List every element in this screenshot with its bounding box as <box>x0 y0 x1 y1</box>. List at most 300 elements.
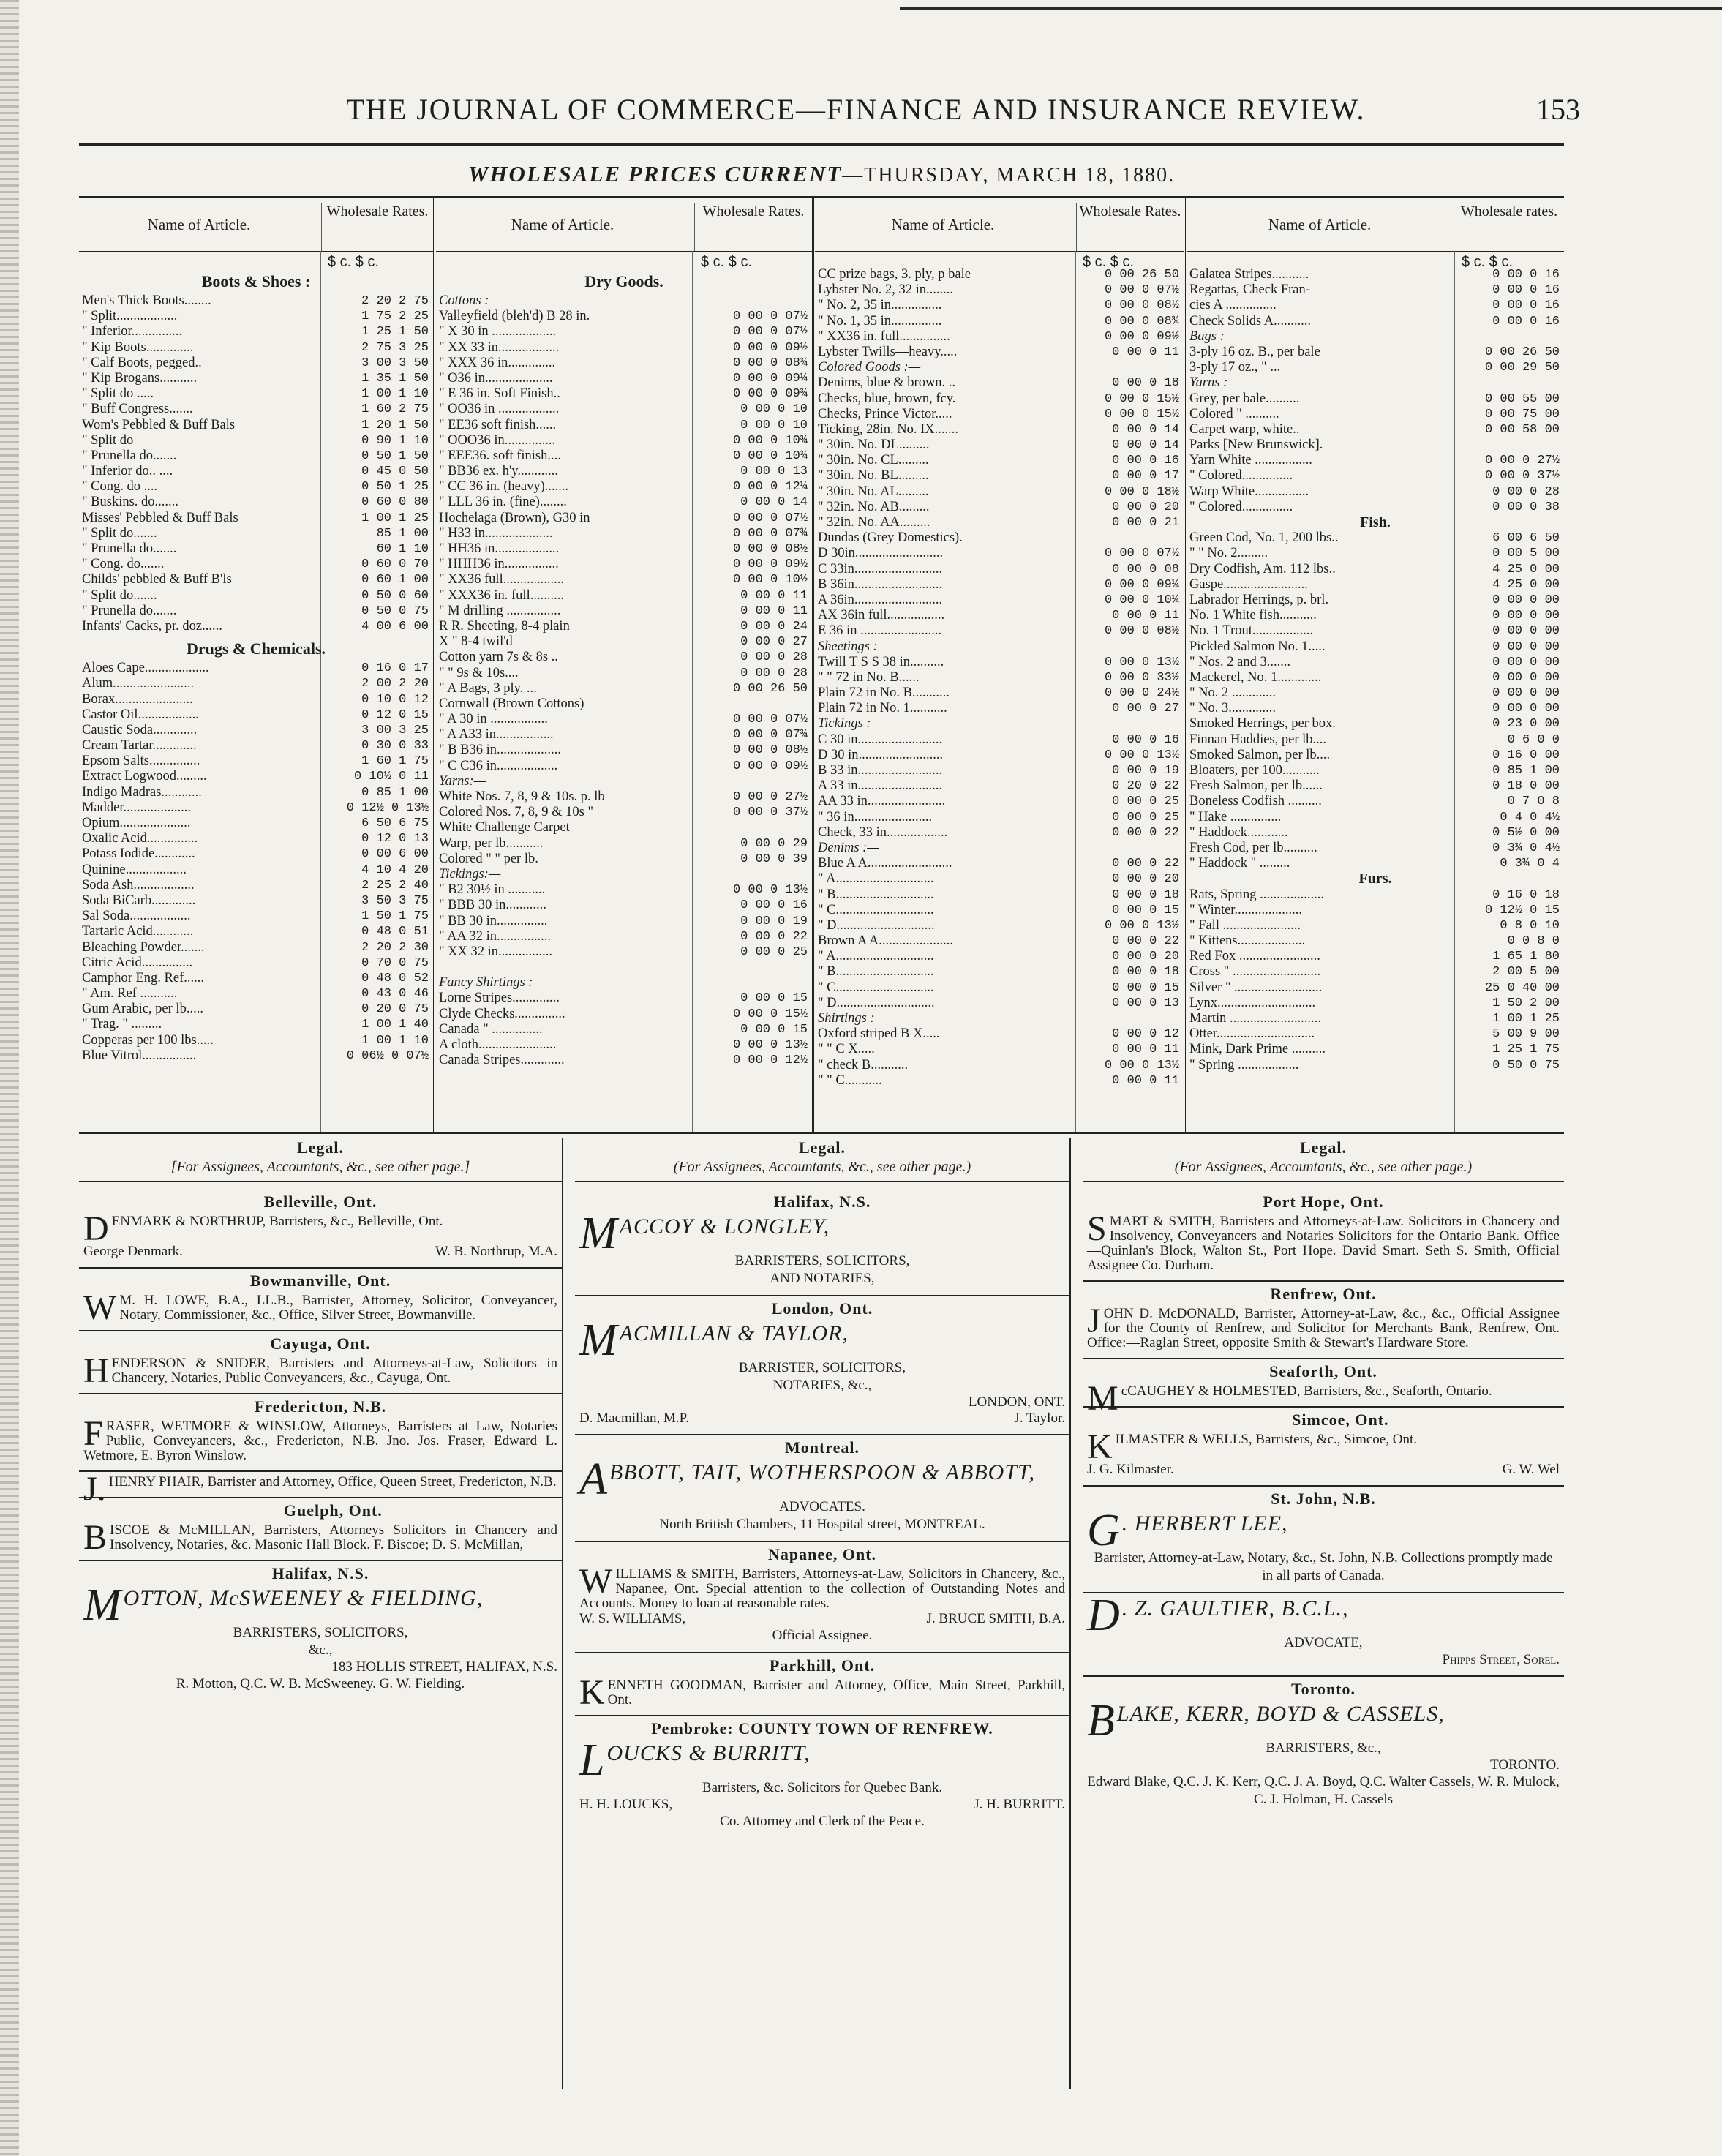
article-rate: 0 00 0 12½ <box>732 1053 808 1068</box>
price-row <box>439 836 809 852</box>
price-row <box>818 298 1181 313</box>
price-row <box>818 996 1181 1011</box>
firm-rest: . Z. GAULTIER, B.C.L., <box>1121 1596 1349 1620</box>
price-row <box>1189 856 1561 871</box>
article-rate: 0 00 0 20 <box>1112 500 1179 514</box>
price-row <box>439 448 809 464</box>
article-name: " Inferior............... <box>82 324 183 339</box>
article-name: " A 30 in ................. <box>439 712 548 727</box>
legal-card <box>1083 1190 1564 1282</box>
article-rate: 0 00 0 22 <box>1112 857 1179 871</box>
article-rate: 0 00 0 38 <box>1492 500 1560 514</box>
price-row <box>439 929 809 944</box>
article-rate: 0 00 0 07¾ <box>732 728 808 743</box>
article-rate: 0 70 0 75 <box>361 955 429 970</box>
price-row <box>439 743 809 758</box>
article-rate: 4 25 0 00 <box>1492 562 1560 576</box>
legal-card <box>1083 1487 1564 1593</box>
article-name: " BB 30 in............... <box>439 913 548 928</box>
article-rate: 0 12 0 15 <box>361 707 429 722</box>
article-rate: 0 00 0 14 <box>1112 422 1179 437</box>
article-name: Red Fox ........................ <box>1189 949 1320 964</box>
article-rate: 60 1 10 <box>376 542 429 556</box>
article-name: Misses' Pebbled & Buff Bals <box>82 510 238 525</box>
card-text <box>83 1470 557 1509</box>
price-row <box>439 650 809 665</box>
legal-card <box>1083 1677 1564 1816</box>
article-rate: 0 00 0 13½ <box>1104 748 1179 762</box>
article-name: Parks [New Brunswick]. <box>1189 437 1323 453</box>
price-row <box>439 898 809 913</box>
article-name: Fresh Salmon, per lb...... <box>1189 778 1323 794</box>
article-name: Bleaching Powder....... <box>82 939 205 955</box>
article-rate: 6 00 6 50 <box>1492 531 1560 546</box>
article-name: " Split.................. <box>82 309 178 324</box>
price-row <box>818 841 1181 856</box>
legal-subheading: (For Assignees, Accountants, &c., see other page.) <box>1083 1159 1564 1182</box>
price-row <box>82 464 430 479</box>
price-row <box>818 623 1181 639</box>
article-name: Martin ........................... <box>1189 1011 1321 1026</box>
top-rule <box>900 7 1722 10</box>
price-row <box>1189 825 1561 841</box>
legal-card <box>79 1190 562 1269</box>
price-row <box>818 314 1181 329</box>
article-rate: 1 00 1 40 <box>361 1018 429 1032</box>
article-rate: 0 5½ 0 00 <box>1492 825 1560 840</box>
price-row <box>439 727 809 743</box>
article-name: Opium..................... <box>82 816 191 830</box>
card-text <box>1087 1379 1560 1418</box>
article-name: Fancy Shirtings :— <box>439 975 545 991</box>
article-rate: 0 00 0 29 <box>740 836 808 851</box>
article-rate: 0 00 0 08 <box>1112 562 1179 576</box>
price-row <box>1189 1011 1561 1026</box>
article-rate: 0 00 0 09½ <box>732 340 808 355</box>
article-rate: 0 00 0 00 <box>1492 702 1560 716</box>
legal-cards <box>575 1190 1069 1838</box>
price-row <box>439 557 809 572</box>
price-row <box>1189 686 1561 701</box>
article-name: Lybster Twills—heavy..... <box>818 344 958 359</box>
article-name: " OOO36 in............... <box>439 432 556 448</box>
article-rate: 0 00 0 16 <box>1492 268 1560 282</box>
firm-initial: B <box>1087 1696 1116 1746</box>
article-rate: 0 00 0 21 <box>1112 516 1179 530</box>
firm-initial: G <box>1087 1506 1121 1555</box>
article-rate: 0 00 0 22 <box>1112 825 1179 840</box>
price-row <box>818 887 1181 903</box>
article-name: Alum........................ <box>82 676 195 691</box>
article-name: No. 1 Trout.................. <box>1189 623 1314 639</box>
article-rate: 0 30 0 33 <box>361 739 429 754</box>
article-rate: 0 00 0 00 <box>1492 609 1560 623</box>
price-row <box>82 433 430 448</box>
price-rows <box>818 267 1181 1089</box>
article-rate: 0 00 0 08¾ <box>732 356 808 370</box>
price-row <box>439 526 809 541</box>
article-name: Warp, per lb........... <box>439 835 544 851</box>
price-row <box>1189 980 1561 996</box>
price-row <box>818 437 1181 453</box>
article-rate: 1 60 2 75 <box>361 402 429 417</box>
article-rate: 1 50 2 00 <box>1492 996 1560 1010</box>
article-name: " Hake ............... <box>1189 809 1282 825</box>
article-rate: 0 3¾ 0 4½ <box>1492 841 1560 855</box>
price-row <box>818 500 1181 515</box>
firm-initial: M <box>83 1580 122 1630</box>
price-row <box>439 914 809 929</box>
firm-rest: ACMILLAN & TAYLOR, <box>619 1321 849 1345</box>
price-row <box>1189 530 1561 546</box>
price-row <box>439 309 809 324</box>
article-name: Men's Thick Boots........ <box>82 293 211 308</box>
firm-rest: . HERBERT LEE, <box>1121 1511 1288 1536</box>
article-rate: 0 00 0 20 <box>1112 950 1179 964</box>
article-rate: 0 00 0 19 <box>740 914 808 928</box>
article-name: " 32in. No. AB......... <box>818 499 930 514</box>
article-rate: 4 25 0 00 <box>1492 577 1560 592</box>
article-rate: 25 0 40 00 <box>1484 980 1560 995</box>
price-row <box>439 759 809 774</box>
article-name: " 30in. No. DL......... <box>818 437 930 453</box>
article-name: " Haddock............ <box>1189 825 1288 840</box>
article-name: " XX 32 in................ <box>439 944 553 959</box>
article-name: " " C........... <box>818 1073 882 1088</box>
article-rate: 0 00 0 14 <box>1112 438 1179 453</box>
article-rate: 0 00 0 08½ <box>732 743 808 758</box>
article-name: Epsom Salts............... <box>82 754 200 769</box>
article-name: " 30in. No. AL......... <box>818 484 929 499</box>
prices-title-main: WHOLESALE PRICES CURRENT <box>467 161 843 187</box>
article-name: Tickings:— <box>439 866 501 882</box>
price-row <box>818 670 1181 686</box>
firm-initial: M <box>579 1315 618 1365</box>
card-text <box>83 1209 557 1248</box>
article-rate: 0 48 0 51 <box>361 925 429 939</box>
article-name: " C C36 in.................. <box>439 758 558 773</box>
price-row <box>82 986 430 1002</box>
article-name: Fresh Cod, per lb.......... <box>1189 840 1317 855</box>
article-rate: 0 00 0 25 <box>740 944 808 959</box>
legal-card <box>575 1653 1069 1716</box>
article-rate: 1 00 1 10 <box>361 387 429 402</box>
price-table <box>79 196 1564 1134</box>
article-name: Camphor Eng. Ref...... <box>82 970 204 985</box>
price-row <box>82 309 430 324</box>
article-name: " Prunella do....... <box>82 603 177 618</box>
article-rate: 0 00 0 09½ <box>732 557 808 572</box>
article-name: " Split do ..... <box>82 386 154 402</box>
price-row <box>439 805 809 820</box>
price-row <box>1189 778 1561 794</box>
legal-column-3 <box>1083 1138 1564 2089</box>
article-rate: 0 00 55 00 <box>1484 391 1560 406</box>
card-address: 183 HOLLIS STREET, HALIFAX, N.S. <box>331 1659 557 1675</box>
price-row <box>439 402 809 417</box>
article-rate: 0 00 0 28 <box>740 666 808 680</box>
article-name: Warp White................ <box>1189 484 1309 499</box>
price-row <box>818 391 1181 407</box>
article-name: Citric Acid............... <box>82 955 193 970</box>
article-rate: 0 00 26 50 <box>1104 268 1179 282</box>
article-rate: 0 60 0 70 <box>361 557 429 572</box>
card-text <box>83 1414 557 1463</box>
price-row <box>1189 964 1561 980</box>
section-heading-text: Drugs & Chemicals. <box>186 639 326 658</box>
card-names <box>579 1411 1065 1427</box>
article-rate: 0 00 0 13½ <box>732 883 808 898</box>
article-name: " BBB 30 in............ <box>439 898 546 913</box>
article-rate: 0 00 0 12 <box>1112 1027 1179 1042</box>
price-row <box>82 1033 430 1048</box>
article-rate: 0 00 0 15½ <box>1104 407 1179 421</box>
article-name: Grey, per bale.......... <box>1189 391 1300 406</box>
price-row <box>1189 562 1561 577</box>
card-name-left: J. G. Kilmaster. <box>1087 1462 1174 1477</box>
price-row <box>439 634 809 650</box>
legal-heading: Legal. <box>296 1138 345 1157</box>
price-row <box>1189 639 1561 655</box>
article-rate: 1 00 1 25 <box>361 511 429 525</box>
card-line: BARRISTER, SOLICITORS, <box>738 1360 906 1375</box>
price-rows <box>1189 267 1561 1073</box>
article-rate: 0 00 0 17 <box>1112 469 1179 484</box>
price-row <box>439 479 809 495</box>
price-row <box>82 356 430 371</box>
article-name: Cross " .......................... <box>1189 964 1321 980</box>
price-row <box>439 1053 809 1068</box>
price-row <box>82 557 430 572</box>
article-rate: 0 00 0 09¼ <box>732 371 808 386</box>
article-rate: 2 20 2 75 <box>361 294 429 308</box>
article-rate: 0 00 0 24½ <box>1104 686 1179 701</box>
price-row <box>818 546 1181 561</box>
article-rate: 0 00 0 16 <box>740 898 808 913</box>
article-rate: 0 00 0 00 <box>1492 624 1560 639</box>
article-name: " Split do....... <box>82 525 157 541</box>
card-line: Barrister, Attorney-at-Law, Notary, &c., St. John, N.B. Collections promptly made in all parts of Canada. <box>1094 1550 1553 1583</box>
price-row <box>1189 500 1561 515</box>
price-row <box>818 964 1181 980</box>
name-header: Name of Article. <box>147 216 251 233</box>
article-name: E 36 in ........................ <box>818 623 942 639</box>
article-name: Otter............................. <box>1189 1026 1315 1042</box>
legal-heading: Legal. <box>798 1138 846 1157</box>
article-rate: 0 00 5 00 <box>1492 546 1560 561</box>
price-row <box>818 562 1181 577</box>
article-rate: 0 00 0 15 <box>1112 903 1179 917</box>
price-row <box>439 774 809 789</box>
card-city: Parkhill, Ont. <box>769 1656 876 1675</box>
article-name: " LLL 36 in. (fine)........ <box>439 495 567 510</box>
price-row <box>818 453 1181 468</box>
price-row <box>82 971 430 986</box>
legal-card <box>79 1561 562 1700</box>
article-rate: 0 00 0 08½ <box>1104 624 1179 639</box>
price-row <box>1189 1058 1561 1073</box>
article-rate: 0 00 0 10¼ <box>1104 593 1179 607</box>
firm-rest: OUCKS & BURRITT, <box>606 1741 811 1765</box>
article-rate: 0 00 0 08½ <box>732 542 808 556</box>
card-name-left: George Denmark. <box>83 1244 183 1259</box>
article-name: Check, 33 in.................. <box>818 825 948 840</box>
article-rate: 2 20 2 30 <box>361 940 429 955</box>
price-row <box>82 324 430 339</box>
article-rate: 0 00 0 18 <box>1112 376 1179 391</box>
article-name: Carpet warp, white.. <box>1189 421 1300 437</box>
article-name: " Inferior do.. .... <box>82 464 173 479</box>
article-name: " Prunella do....... <box>82 448 177 463</box>
price-row <box>439 386 809 402</box>
article-rate: 0 85 1 00 <box>1492 764 1560 778</box>
article-name: B 36in.......................... <box>818 576 943 592</box>
card-city: Belleville, Ont. <box>263 1192 377 1211</box>
card-body: OHN D. McDONALD, Barrister, Attorney-at-Law, &c., &c., Official Assignee for the County of Renfrew, and Solicitor for Merchants Bank, Renfrew, Ont. Office:—Raglan Street, opposite Smith & Stewart's Hardware Store. <box>1087 1306 1560 1351</box>
article-name: " 32in. No. AA......... <box>818 515 930 530</box>
article-name: " No. 2, 35 in............... <box>818 298 942 313</box>
article-rate: 0 0 8 0 <box>1507 934 1560 949</box>
article-rate: 0 00 0 10¾ <box>732 448 808 463</box>
price-row <box>818 1011 1181 1026</box>
article-name: " X 30 in ................... <box>439 324 557 339</box>
article-rate: 0 00 0 07½ <box>1104 283 1179 298</box>
card-body: ENNETH GOODMAN, Barrister and Attorney, Office, Main Street, Parkhill, Ont. <box>607 1678 1065 1708</box>
article-name: " Nos. 2 and 3....... <box>1189 654 1291 669</box>
name-header: Name of Article. <box>891 216 995 233</box>
article-rate: 0 50 0 60 <box>361 588 429 603</box>
article-rate: 0 00 6 00 <box>361 847 429 862</box>
article-name: " Calf Boots, pegged.. <box>82 355 202 370</box>
firm-rest: OTTON, McSWEENEY & FIELDING, <box>123 1586 484 1610</box>
article-name: " M drilling ................ <box>439 603 561 618</box>
article-rate: 0 00 0 11 <box>1112 345 1179 359</box>
card-text <box>1087 1302 1560 1351</box>
article-name: Caustic Soda............. <box>82 722 198 737</box>
card-line: BARRISTERS, SOLICITORS, <box>233 1625 408 1640</box>
card-body: ILMASTER & WELLS, Barristers, &c., Simcoe, Ont. <box>1115 1432 1417 1447</box>
price-row <box>82 831 430 846</box>
article-name: " H33 in.................... <box>439 525 553 541</box>
price-row <box>818 468 1181 484</box>
article-rate: 0 00 0 13½ <box>1104 918 1179 933</box>
article-name: " " 72 in No. B...... <box>818 669 920 685</box>
price-row <box>439 1007 809 1022</box>
article-rate: 0 00 0 13 <box>1112 996 1179 1010</box>
price-row <box>82 402 430 417</box>
price-row <box>818 360 1181 375</box>
price-row <box>439 944 809 960</box>
article-name: Borax....................... <box>82 691 193 707</box>
card-city: Renfrew, Ont. <box>1270 1285 1377 1303</box>
article-name: White Challenge Carpet <box>439 820 570 835</box>
price-row <box>439 356 809 371</box>
price-row <box>818 1073 1181 1089</box>
card-body: ILLIAMS & SMITH, Barristers, Attorneys-at-Law, Solicitors in Chancery, &c., Napanee, Ont. Special attention to the collection of Outstanding Notes and Accounts. Money to loan at reasonable rates. <box>579 1566 1065 1611</box>
price-row <box>82 846 430 862</box>
article-rate: 0 00 0 07½ <box>732 325 808 339</box>
article-name: " Am. Ref ........... <box>82 986 178 1002</box>
article-name: Valleyfield (bleh'd) B 28 in. <box>439 309 590 324</box>
article-rate: 0 00 0 27 <box>1112 702 1179 716</box>
article-name: " BB36 ex. h'y............ <box>439 464 558 479</box>
price-row <box>818 422 1181 437</box>
article-name: Cotton yarn 7s & 8s .. <box>439 650 558 665</box>
price-row <box>439 604 809 619</box>
price-row <box>439 464 809 479</box>
article-rate: 1 00 1 25 <box>1492 1012 1560 1026</box>
card-text <box>83 1288 557 1327</box>
price-row <box>1189 391 1561 407</box>
price-rows <box>82 267 430 1064</box>
card-line: Barristers, &c. Solicitors for Quebec Bank. <box>702 1780 943 1795</box>
article-rate: 0 00 0 16 <box>1112 454 1179 468</box>
article-rate: 0 00 0 09¾ <box>732 387 808 402</box>
article-rate: 0 12½ 0 15 <box>1484 903 1560 917</box>
article-name: " A Bags, 3 ply. ... <box>439 680 537 696</box>
article-rate: 85 1 00 <box>376 526 429 541</box>
legal-card <box>79 1498 562 1561</box>
legal-card <box>1083 1408 1564 1487</box>
article-name: Hochelaga (Brown), G30 in <box>439 510 590 525</box>
legal-card <box>79 1470 562 1509</box>
rates-header: Wholesale Rates. <box>321 203 433 251</box>
article-name: Canada " ............... <box>439 1021 543 1037</box>
article-name: Yarns :— <box>1189 375 1240 391</box>
price-row <box>82 1017 430 1032</box>
price-row <box>818 716 1181 732</box>
article-rate: 0 00 0 24 <box>740 619 808 634</box>
card-body: ENDERSON & SNIDER, Barristers and Attorneys-at-Law, Solicitors in Chancery, Notaries, Public Conveyancers, &c., Cayuga, Ont. <box>111 1356 557 1386</box>
article-rate: 0 00 0 28 <box>1492 484 1560 499</box>
drop-cap: H <box>83 1351 109 1390</box>
article-name: Wom's Pebbled & Buff Bals <box>82 417 236 432</box>
price-row <box>439 1022 809 1037</box>
article-name: Denims :— <box>818 840 879 855</box>
price-row <box>1189 763 1561 778</box>
price-column-3 <box>815 198 1186 1132</box>
article-rate: 0 00 0 00 <box>1492 670 1560 685</box>
section-heading <box>1189 871 1561 887</box>
article-rate: 0 00 0 27 <box>740 635 808 650</box>
article-name: " No. 1, 35 in............... <box>818 313 942 328</box>
price-row <box>818 1026 1181 1042</box>
article-name: Plain 72 in No. B........... <box>818 686 950 701</box>
article-rate: 0 06½ 0 07½ <box>346 1048 429 1063</box>
firm-rest: LAKE, KERR, BOYD & CASSELS, <box>1116 1702 1445 1726</box>
card-name-left: W. S. WILLIAMS, <box>579 1611 686 1626</box>
price-row <box>818 608 1181 623</box>
rates-header: Wholesale Rates. <box>694 203 812 251</box>
article-name: Boneless Codfish .......... <box>1189 794 1322 809</box>
price-row <box>1189 701 1561 716</box>
article-rate: 0 45 0 50 <box>361 465 429 479</box>
article-name: " EE36 soft finish...... <box>439 417 557 432</box>
article-rate: 0 00 0 10¾ <box>732 433 808 448</box>
article-name: Cornwall (Brown Cottons) <box>439 696 584 711</box>
article-rate: 0 00 0 16 <box>1492 298 1560 313</box>
article-rate: 0 16 0 00 <box>1492 748 1560 762</box>
article-name: Green Cod, No. 1, 200 lbs.. <box>1189 530 1339 546</box>
units-label: $ c. $ c. <box>1083 254 1135 270</box>
article-name: 3-ply 16 oz. B., per bale <box>1189 344 1320 359</box>
legal-column-2 <box>575 1138 1071 2089</box>
price-row <box>439 371 809 386</box>
price-column-1 <box>79 198 435 1132</box>
price-row <box>439 712 809 727</box>
price-row <box>1189 360 1561 375</box>
price-row <box>818 748 1181 763</box>
